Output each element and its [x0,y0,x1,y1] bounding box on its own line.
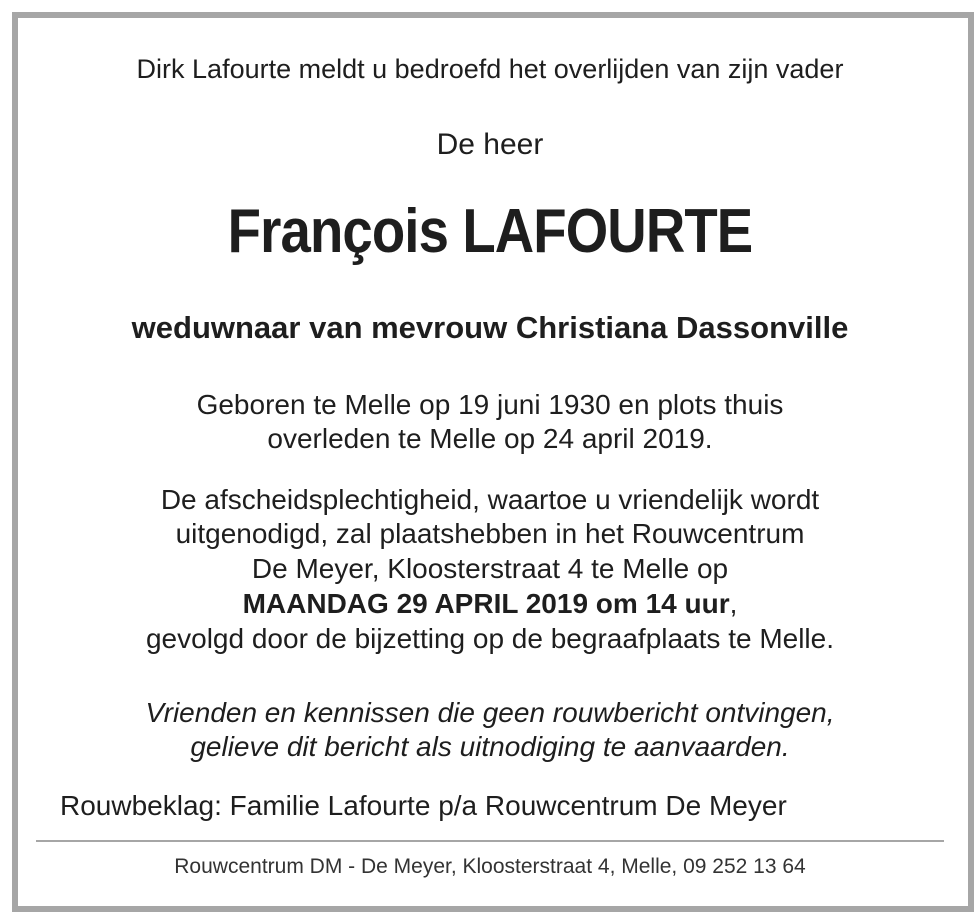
funeral-date-suffix: , [729,588,738,619]
funeral-date-line [0,588,980,620]
intro-text: Dirk Lafourte meldt u bedroefd het overlijden van zijn vader [136,54,844,84]
title-prefix: De heer [436,128,544,161]
funeral-line-3: De Meyer, Kloosterstraat 4 te Melle op [251,553,729,584]
funeral-date: MAANDAG 29 APRIL 2019 om 14 uur [242,588,730,619]
birth-line-2: overleden te Melle op 24 april 2019. [267,423,713,454]
funeral-line-5: gevolgd door de bijzetting op de begraafplaats te Melle. [145,623,835,654]
birth-line-1: Geboren te Melle op 19 juni 1930 en plots thuis [196,389,784,420]
footer-text: Rouwcentrum DM - De Meyer, Kloosterstraat 4, Melle, 09 252 13 64 [174,855,806,878]
deceased-name: François LAFOURTE [227,197,753,266]
invitation-line-1: Vrienden en kennissen die geen rouwbericht ontvingen, [145,697,835,728]
funeral-line-2: uitgenodigd, zal plaatshebben in het Rouwcentrum [175,518,805,549]
widow-line: weduwnaar van mevrouw Christiana Dassonville [131,310,849,345]
funeral-line-1: De afscheidsplechtigheid, waartoe u vriendelijk wordt [160,484,820,515]
footer-divider [36,840,944,842]
condolence-line: Rouwbeklag: Familie Lafourte p/a Rouwcentrum De Meyer [60,790,787,821]
invitation-line-2: gelieve dit bericht als uitnodiging te aanvaarden. [190,731,790,762]
